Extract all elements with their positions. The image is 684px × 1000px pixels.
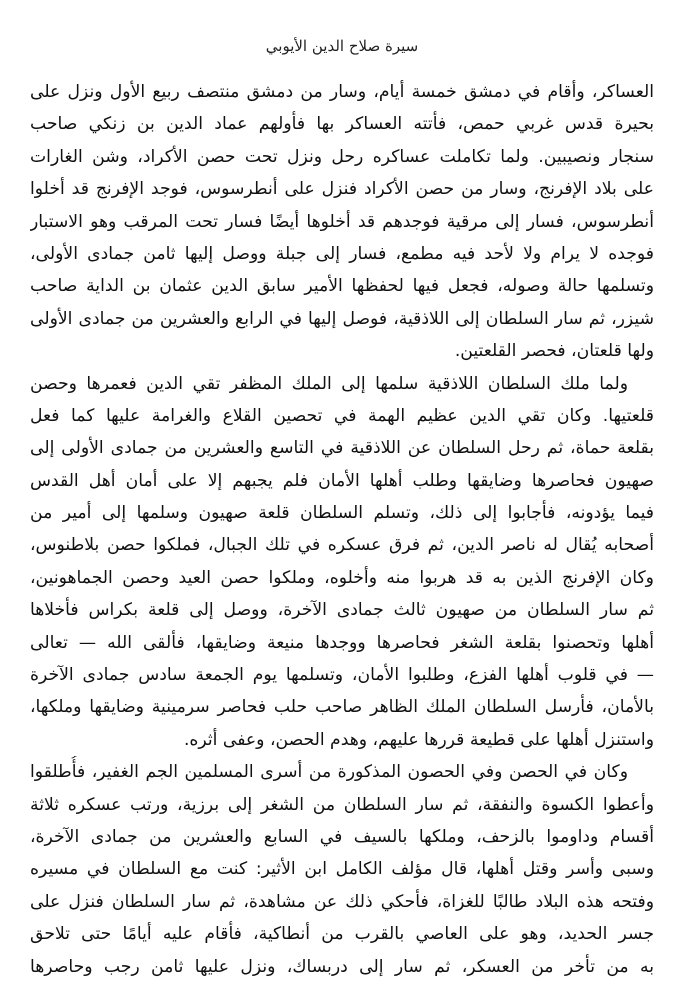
text-line: أصحابه يُقال له ناصر الدين، ثم فرق عسكره في تلك الجبال، فملكوا حصن بلاطنوس، <box>30 535 654 556</box>
text-line: ولما ملك السلطان اللاذقية سلمها إلى الملك المظفر تقي الدين فعمرها وحصن <box>30 373 628 394</box>
body-text <box>30 76 654 983</box>
text-line: به من تأخر من العسكر، ثم سار إلى دربساك، ونزل عليها ثامن رجب وحاصرها <box>30 956 654 977</box>
text-line: بحيرة قدس غربي حمص، فأتته العساكر بها فأولهم عماد الدين بن زنكي صاحب <box>30 114 654 135</box>
text-line: بالأمان، فأرسل السلطان الملك الظاهر صاحب حلب فحاصر سرمينية وضايقها وملكها، <box>30 697 654 718</box>
text-line: العساكر، وأقام في دمشق خمسة أيام، وسار من دمشق منتصف ربيع الأول ونزل على <box>30 82 654 102</box>
text-line: على بلاد الإفرنج، وسار من حصن الأكراد فنزل على أنطرسوس، فوجد الإفرنج قد أخلوا <box>30 179 654 200</box>
text-line: أنطرسوس، فسار إلى مرقية فوجدهم قد أخلوها أيضًا فسار تحت المرقب وهو الاستبار <box>30 211 654 232</box>
text-line: وكان في الحصن وفي الحصون المذكورة من أسرى المسلمين الجم الغفير، فأُطلقوا <box>30 762 628 783</box>
text-line: قلعتيها. وكان تقي الدين عظيم الهمة في تحصين القلاع والغرامة عليها كما فعل <box>30 405 654 426</box>
paragraph-1 <box>30 76 654 368</box>
text-line: جسر الحديد، وهو على العاصي بالقرب من أنطاكية، فأقام عليه أيامًا حتى تلاحق <box>30 924 654 945</box>
text-line: وكان الإفرنج الذين به قد هربوا منه وأخلوه، وملكوا حصن العيد وحصن الجماهونين، <box>30 567 654 588</box>
text-line: صهيون فحاصرها وضايقها وطلب أهلها الأمان فلم يجبهم إلا على أمان أهل القدس <box>30 470 654 491</box>
text-line: وتسلمها حالة وصوله، فجعل فيها لحفظها الأمير سابق الدين عثمان بن الداية صاحب <box>30 276 654 297</box>
paragraph-3 <box>30 756 654 983</box>
text-line: فيما يؤدونه، فأجابوا إلى ذلك، وتسلم السلطان قلعة صهيون وسلمها إلى أمير من <box>30 503 654 524</box>
text-line: ثم سار السلطان من صهيون ثالث جمادى الآخرة، ووصل إلى قلعة بكراس فأخلاها <box>30 600 654 621</box>
text-line: أقسام وداوموا بالزحف، وملكها بالسيف في السابع والعشرين من جمادى الآخرة، <box>30 826 654 847</box>
text-line: شيزر، ثم سار السلطان إلى اللاذقية، فوصل إليها في الرابع والعشرين من جمادى الأولى <box>30 308 654 329</box>
text-line: سنجار ونصيبين. ولما تكاملت عساكره رحل ونزل تحت حصن الأكراد، وشن الغارات <box>30 146 654 167</box>
text-line: واستنزل أهلها على قطيعة قررها عليهم، وهدم الحصن، وعفى أثره. <box>183 729 654 750</box>
text-line: فوجده لا يرام ولا لأحد فيه مطمع، فسار إلى جبلة ووصل إليها ثامن جمادى الأولى، <box>30 243 654 264</box>
text-line: — في قلوب أهلها الفزع، وطلبوا الأمان، وتسلمها يوم الجمعة سادس جمادى الآخرة <box>30 665 654 686</box>
text-line: وسبى وأسر وقتل أهلها، قال مؤلف الكامل ابن الأثير: كنت مع السلطان في مسيره <box>30 859 654 880</box>
text-line: وفتحه هذه البلاد طالبًا للغزاة، فأحكي ذلك عن مشاهدة، ثم سار السلطان فنزل على <box>30 891 654 912</box>
paragraph-2 <box>30 368 654 757</box>
text-line: ولها قلعتان، فحصر القلعتين. <box>454 341 654 362</box>
text-line: بقلعة حماة، ثم رحل السلطان عن اللاذقية في التاسع والعشرين من جمادى الأولى إلى <box>30 438 654 459</box>
text-line: وأعطوا الكسوة والنفقة، ثم سار السلطان من الشغر إلى برزية، ورتب عسكره ثلاثة <box>30 794 654 815</box>
running-header-title: سيرة صلاح الدين الأيوبي <box>265 37 419 55</box>
text-line: أهلها وتحصنوا بقلعة الشغر فحاصرها ووجدها منيعة وضايقها، فألقى الله — تعالى <box>30 632 654 653</box>
